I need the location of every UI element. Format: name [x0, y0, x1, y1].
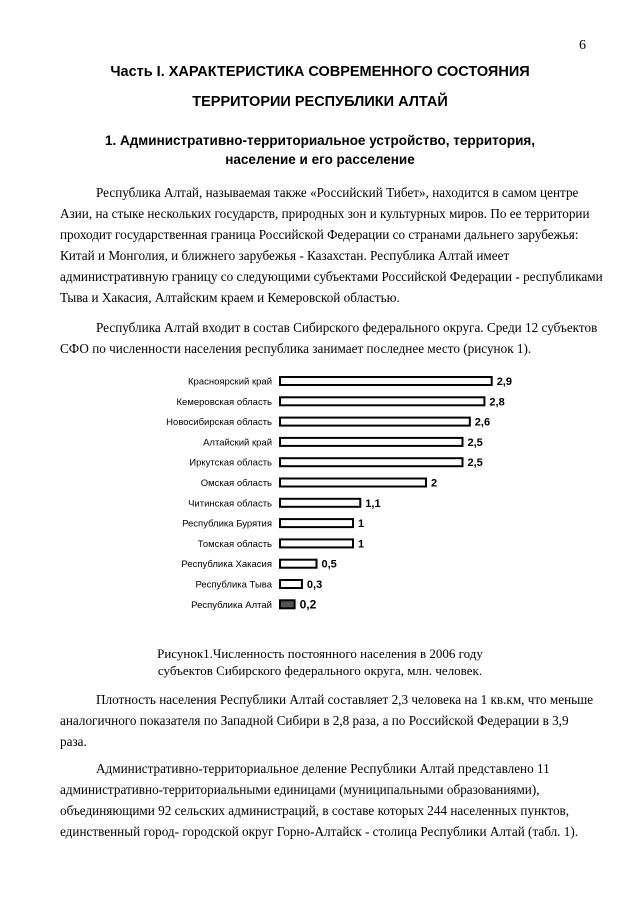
chart-value-label: 0,5	[321, 558, 337, 571]
section-title-line2: население и его расселение	[225, 152, 415, 167]
chart-bar	[280, 377, 492, 385]
text-line: Китай и Монголия, и ближнего зарубежья - Казахстан. Республика Алтай имеет	[60, 248, 510, 263]
page-number: 6	[579, 38, 586, 53]
text-line: Административно-территориальное деление Республики Алтай представлено 11	[96, 761, 550, 776]
paragraph-admin-division	[60, 758, 600, 842]
chart-category-label: Томская область	[197, 538, 272, 550]
chart-bar	[280, 499, 360, 507]
text-line: объединяющими 92 сельских администраций, в составе которых 244 населенных пунктов,	[60, 803, 570, 818]
chart-bar	[280, 418, 470, 426]
chart-category-label: Республика Алтай	[191, 599, 272, 611]
chart-value-label: 2	[431, 477, 438, 490]
text-line: административную границу со следующими субъектами Российской Федерации - республиками	[60, 269, 603, 284]
chart-category-label: Иркутская область	[189, 457, 272, 469]
chart-value-label: 1	[358, 538, 365, 551]
figure-caption-line1: Рисунок1.Численность постоянного населения в 2006 году	[157, 646, 483, 661]
text-line: аналогичного показателя по Западной Сибири в 2,8 раза, а по Российской Федерации в 3,9	[60, 713, 569, 728]
text-line: единственный город- городской округ Горно-Алтайск - столица Республики Алтай (табл. 1).	[60, 824, 579, 839]
text-line: Азии, на стыке нескольких государств, природных зон и культурных миров. По ее территории	[60, 206, 590, 221]
chart-bar	[280, 600, 295, 608]
section-title-line1: 1. Административно-территориальное устройство, территория,	[104, 133, 536, 148]
chart-bar	[280, 519, 353, 527]
chart-category-label: Республика Хакасия	[181, 559, 272, 571]
text-line: Республика Алтай, называемая также «Российский Тибет», находится в самом центре	[96, 185, 579, 200]
chart-value-label: 2,5	[467, 436, 483, 449]
part-title-line1: Часть I. ХАРАКТЕРИСТИКА СОВРЕМЕННОГО СОСТОЯНИЯ	[110, 64, 530, 80]
chart-bar	[280, 438, 463, 446]
text-line: СФО по численности населения республика занимает последнее место (рисунок 1).	[60, 341, 532, 356]
chart-value-label: 1,1	[365, 497, 381, 510]
text-line: Плотность населения Республики Алтай составляет 2,3 человека на 1 кв.км, что меньше	[96, 692, 594, 707]
text-line: Республика Алтай входит в состав Сибирского федерального округа. Среди 12 субъектов	[96, 320, 598, 335]
chart-bar	[280, 580, 302, 588]
chart-category-label: Читинская область	[188, 498, 272, 510]
part-title-line2: ТЕРРИТОРИИ РЕСПУБЛИКИ АЛТАЙ	[192, 94, 448, 110]
chart-value-label: 2,8	[489, 396, 505, 409]
chart-category-label: Республика Тыва	[195, 579, 272, 591]
chart-category-label: Новосибирская область	[166, 417, 272, 429]
chart-value-label: 1	[358, 518, 365, 531]
figure-caption-line2: субъектов Сибирского федерального округа, млн. человек.	[157, 663, 483, 678]
chart-bar	[280, 560, 317, 568]
chart-category-label: Кемеровская область	[176, 396, 272, 408]
chart-category-label: Республика Бурятия	[182, 518, 272, 530]
chart-category-label: Красноярский край	[188, 376, 272, 388]
text-line: проходит государственная граница Российской Федерации со странами дальнего зарубежья:	[60, 227, 579, 242]
text-line: административно-территориальными единицами (муниципальными образованиями),	[60, 782, 540, 797]
chart-bar	[280, 397, 484, 405]
text-line: Тыва и Хакасия, Алтайским краем и Кемеровской областью.	[60, 290, 400, 305]
chart-value-label: 2,5	[467, 457, 483, 470]
chart-value-label: 0,2	[299, 597, 317, 612]
chart-category-label: Омская область	[200, 478, 272, 489]
chart-bar	[280, 458, 463, 466]
text-line: раза.	[60, 734, 87, 749]
chart-value-label: 0,3	[306, 579, 323, 591]
chart-value-label: 2,6	[474, 416, 491, 429]
chart-bar	[280, 539, 353, 547]
chart-bar	[280, 479, 426, 487]
chart-category-label: Алтайский край	[203, 437, 272, 449]
chart-value-label: 2,9	[496, 376, 512, 388]
paragraph-density	[60, 689, 600, 752]
